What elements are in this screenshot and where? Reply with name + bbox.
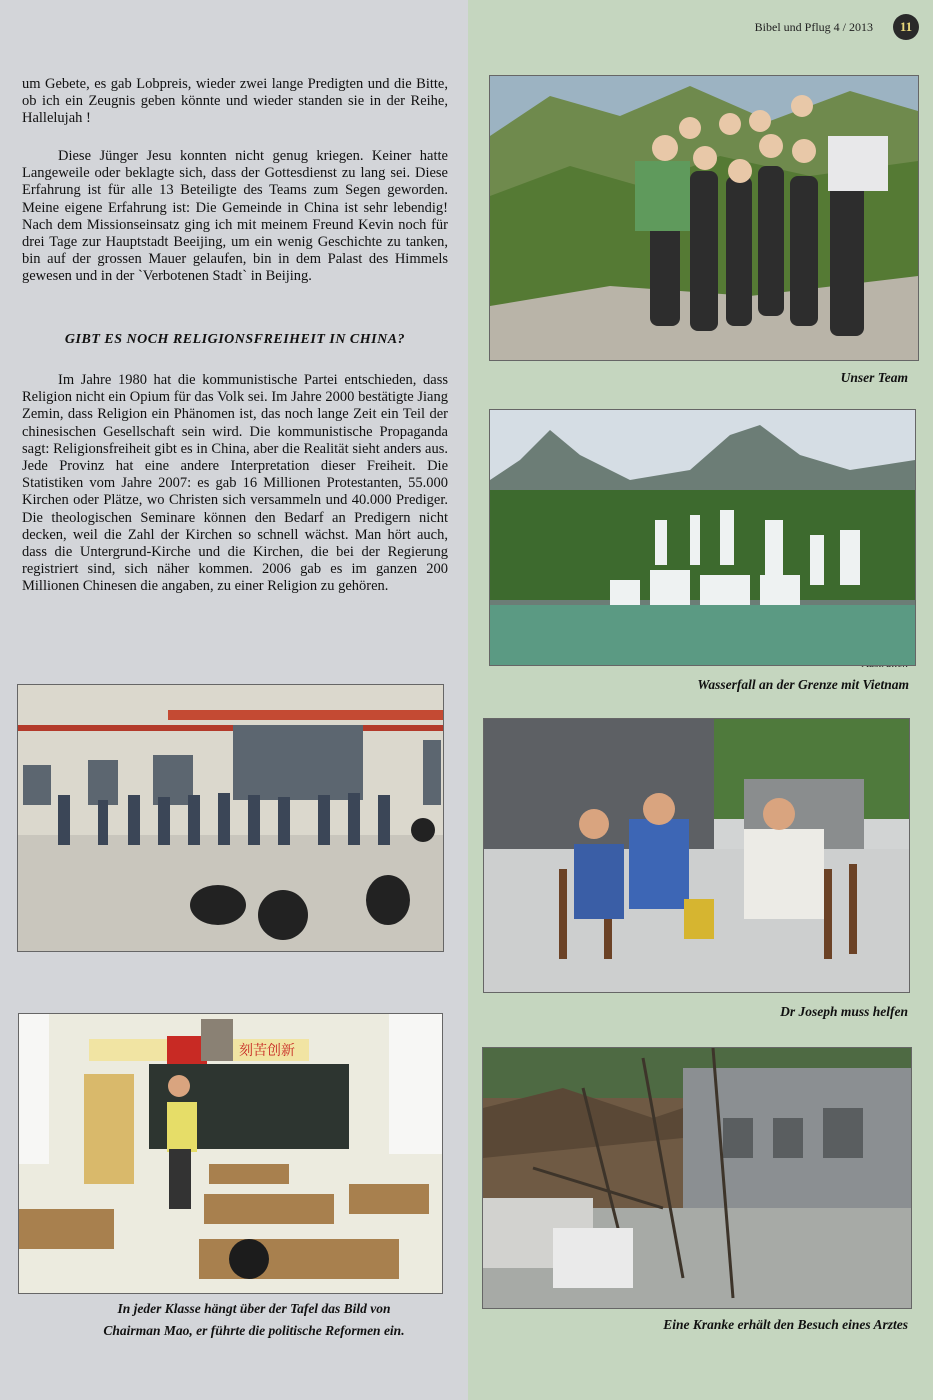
team-photo: [489, 75, 919, 361]
classroom-photo: [18, 1013, 443, 1294]
classroom-caption-line-1: In jeder Klasse hängt über der Tafel das Bild von: [117, 1301, 391, 1316]
classroom-caption: [30, 1298, 478, 1342]
hospital-photo: [17, 684, 444, 952]
classroom-caption-line-2: Chairman Mao, er führte die politische Reformen ein.: [103, 1323, 405, 1338]
publication-header: Bibel und Pflug 4 / 2013: [754, 20, 873, 34]
section-heading: GIBT ES NOCH RELIGIONSFREIHEIT IN CHINA?: [64, 332, 406, 347]
visit-caption: Eine Kranke erhält den Besuch eines Arztes: [663, 1317, 908, 1332]
doctor-caption: Dr Joseph muss helfen: [780, 1004, 908, 1019]
waterfall-caption: Wasserfall an der Grenze mit Vietnam: [697, 677, 909, 692]
team-caption: Unser Team: [840, 370, 908, 385]
article-paragraph-1: um Gebete, es gab Lobpreis, wieder zwei lange Predigten und die Bitte, ob ich ein Zeugnis geben könnte und wieder standen sie in der Reihe, Hallelujah !: [22, 76, 448, 127]
visit-photo: [482, 1047, 912, 1309]
classroom-banner-text: 刻苦创新: [239, 1043, 295, 1059]
article-paragraph-2: Diese Jünger Jesu konnten nicht genug kriegen. Keiner hatte Langeweile oder beklagte sich, dass der Gottesdienst zu lang sei. Diese Erfahrung ist für alle 13 Beteiligte des Teams zum Segen geworden. Meine eigene Erfahrung ist: Die Gemeinde in China ist sehr lebendig! Nach dem Missionseinsatz ging ich mit meinem Freund Kevin noch für drei Tage zur Hauptstadt Beeijing, um ein wenig Geschichte zu tanken, bin auf der grossen Mauer gelaufen, bin in dem Palast des Himmels gewesen und in der `Verbotenen Stadt` in Beijing.: [22, 148, 448, 285]
article-paragraph-3: Im Jahre 1980 hat die kommunistische Partei entschieden, dass Religion nicht ein Opium für das Volk sei. Im Jahre 2000 bestätigte Jiang Zemin, dass Religion ein Phänomen ist, das noch lange Zeit ein Teil der chinesischen Gesellschaft sein wird. Die kommunistische Propaganda sagt: Religionsfreiheit gibt es in China, aber die Realität sieht anders aus. Jede Provinz hat eine andere Interpretation dieser Freiheit. Die Statistiken vom Jahre 2007: es gab 16 Millionen Protestanten, 55.000 Kirchen oder Plätze, wo Christen sich versammeln und 40.000 Prediger. Die theologischen Seminare können den Bedarf an Predigern nicht decken, weil die Zahl der Kirchen so schnell wächst. Man hört auch, dass die Untergrund-Kirche und die Kirchen, die bei der Regierung registriert sind, sich näher kommen. 2006 gab es im ganzen 200 Millionen Chinesen die angaben, zu einer Religion zu gehören.: [22, 372, 448, 595]
waterfall-photo: [489, 409, 916, 666]
page-number-badge: 11: [893, 14, 919, 40]
doctor-photo: [483, 718, 910, 993]
